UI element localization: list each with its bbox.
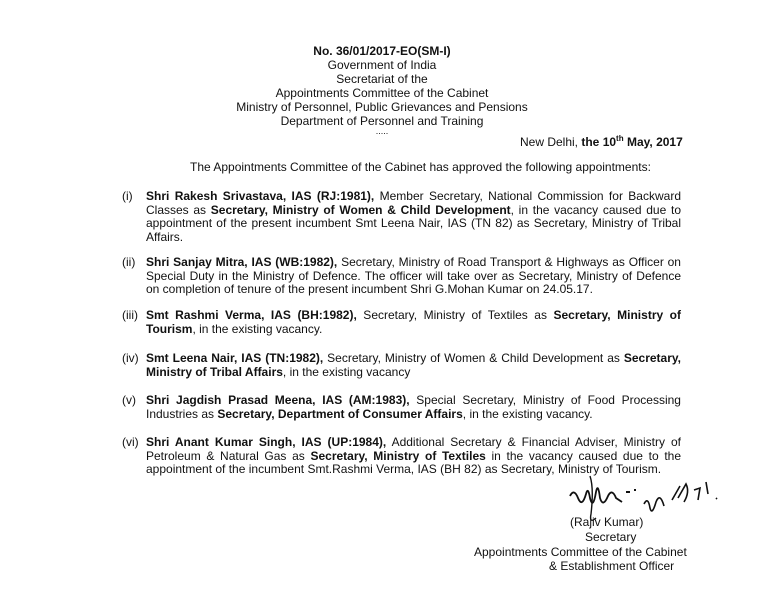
header-dots: ..... (375, 126, 389, 136)
intro-text: The Appointments Committee of the Cabinet has approved the following appointments: (190, 160, 651, 174)
item-text: Shri Jagdish Prasad Meena, IAS (AM:1983), Special Secretary, Ministry of Food Processing Industries as Secretary, Department of Consumer Affairs, in the existing vacancy. (146, 393, 681, 421)
item-number: (iii) (122, 308, 138, 322)
item-text: Shri Sanjay Mitra, IAS (WB:1982), Secretary, Ministry of Road Transport & Highways as Officer on Special Duty in the Ministry of Defence. The officer will take over as Secretary, Ministry of Defence on completion of tenure of the present incumbent Shri G.Mohan Kumar on 24.05.17. (146, 255, 681, 296)
item-number: (v) (122, 393, 136, 407)
header-line-ministry: Ministry of Personnel, Public Grievances and Pensions (236, 100, 528, 114)
item-number: (i) (122, 189, 133, 203)
item-text: Smt Leena Nair, IAS (TN:1982), Secretary, Ministry of Women & Child Development as Secretary, Ministry of Tribal Affairs, in the existing vacancy (146, 351, 681, 379)
header-line-govt: Government of India (327, 58, 437, 72)
date-place: New Delhi, (520, 135, 582, 149)
signatory-title: Secretary (585, 530, 637, 544)
signatory-name: (Rajiv Kumar) (570, 515, 644, 529)
item-number: (vi) (122, 435, 139, 449)
header-line-department: Department of Personnel and Training (280, 114, 484, 128)
order-number: No. 36/01/2017-EO(SM-I) (313, 44, 451, 58)
order-date (520, 134, 683, 149)
date-prefix: the 10 (581, 135, 617, 149)
item-number: (iv) (122, 351, 139, 365)
date-rest: May, 2017 (623, 135, 683, 149)
date-sup: th (616, 134, 624, 143)
item-text: Shri Anant Kumar Singh, IAS (UP:1984), Additional Secretary & Financial Adviser, Ministry of Petroleum & Natural Gas as Secretary, Ministry of Textiles in the vacancy caused due to the appointment of the incumbent Smt.Rashmi Verma, IAS (BH 82) as Secretary, Ministry of Tourism. (146, 435, 682, 476)
signatory-office-2: & Establishment Officer (549, 559, 675, 573)
header-line-secretariat: Secretariat of the (336, 72, 428, 86)
item-number: (ii) (122, 255, 136, 269)
item-text: Shri Rakesh Srivastava, IAS (RJ:1981), Member Secretary, National Commission for Backward Classes as Secretary, Ministry of Women & Child Development, in the vacancy caused due to appointment of the present incumbent Smt Leena Nair, IAS (TN 82) as Secretary, Ministry of Tribal Affairs. (146, 189, 681, 244)
header-line-acc: Appointments Committee of the Cabinet (275, 86, 489, 100)
item-text: Smt Rashmi Verma, IAS (BH:1982), Secretary, Ministry of Textiles as Secretary, Ministry of Tourism, in the existing vacancy. (146, 308, 681, 336)
signatory-office-1: Appointments Committee of the Cabinet (474, 545, 687, 559)
